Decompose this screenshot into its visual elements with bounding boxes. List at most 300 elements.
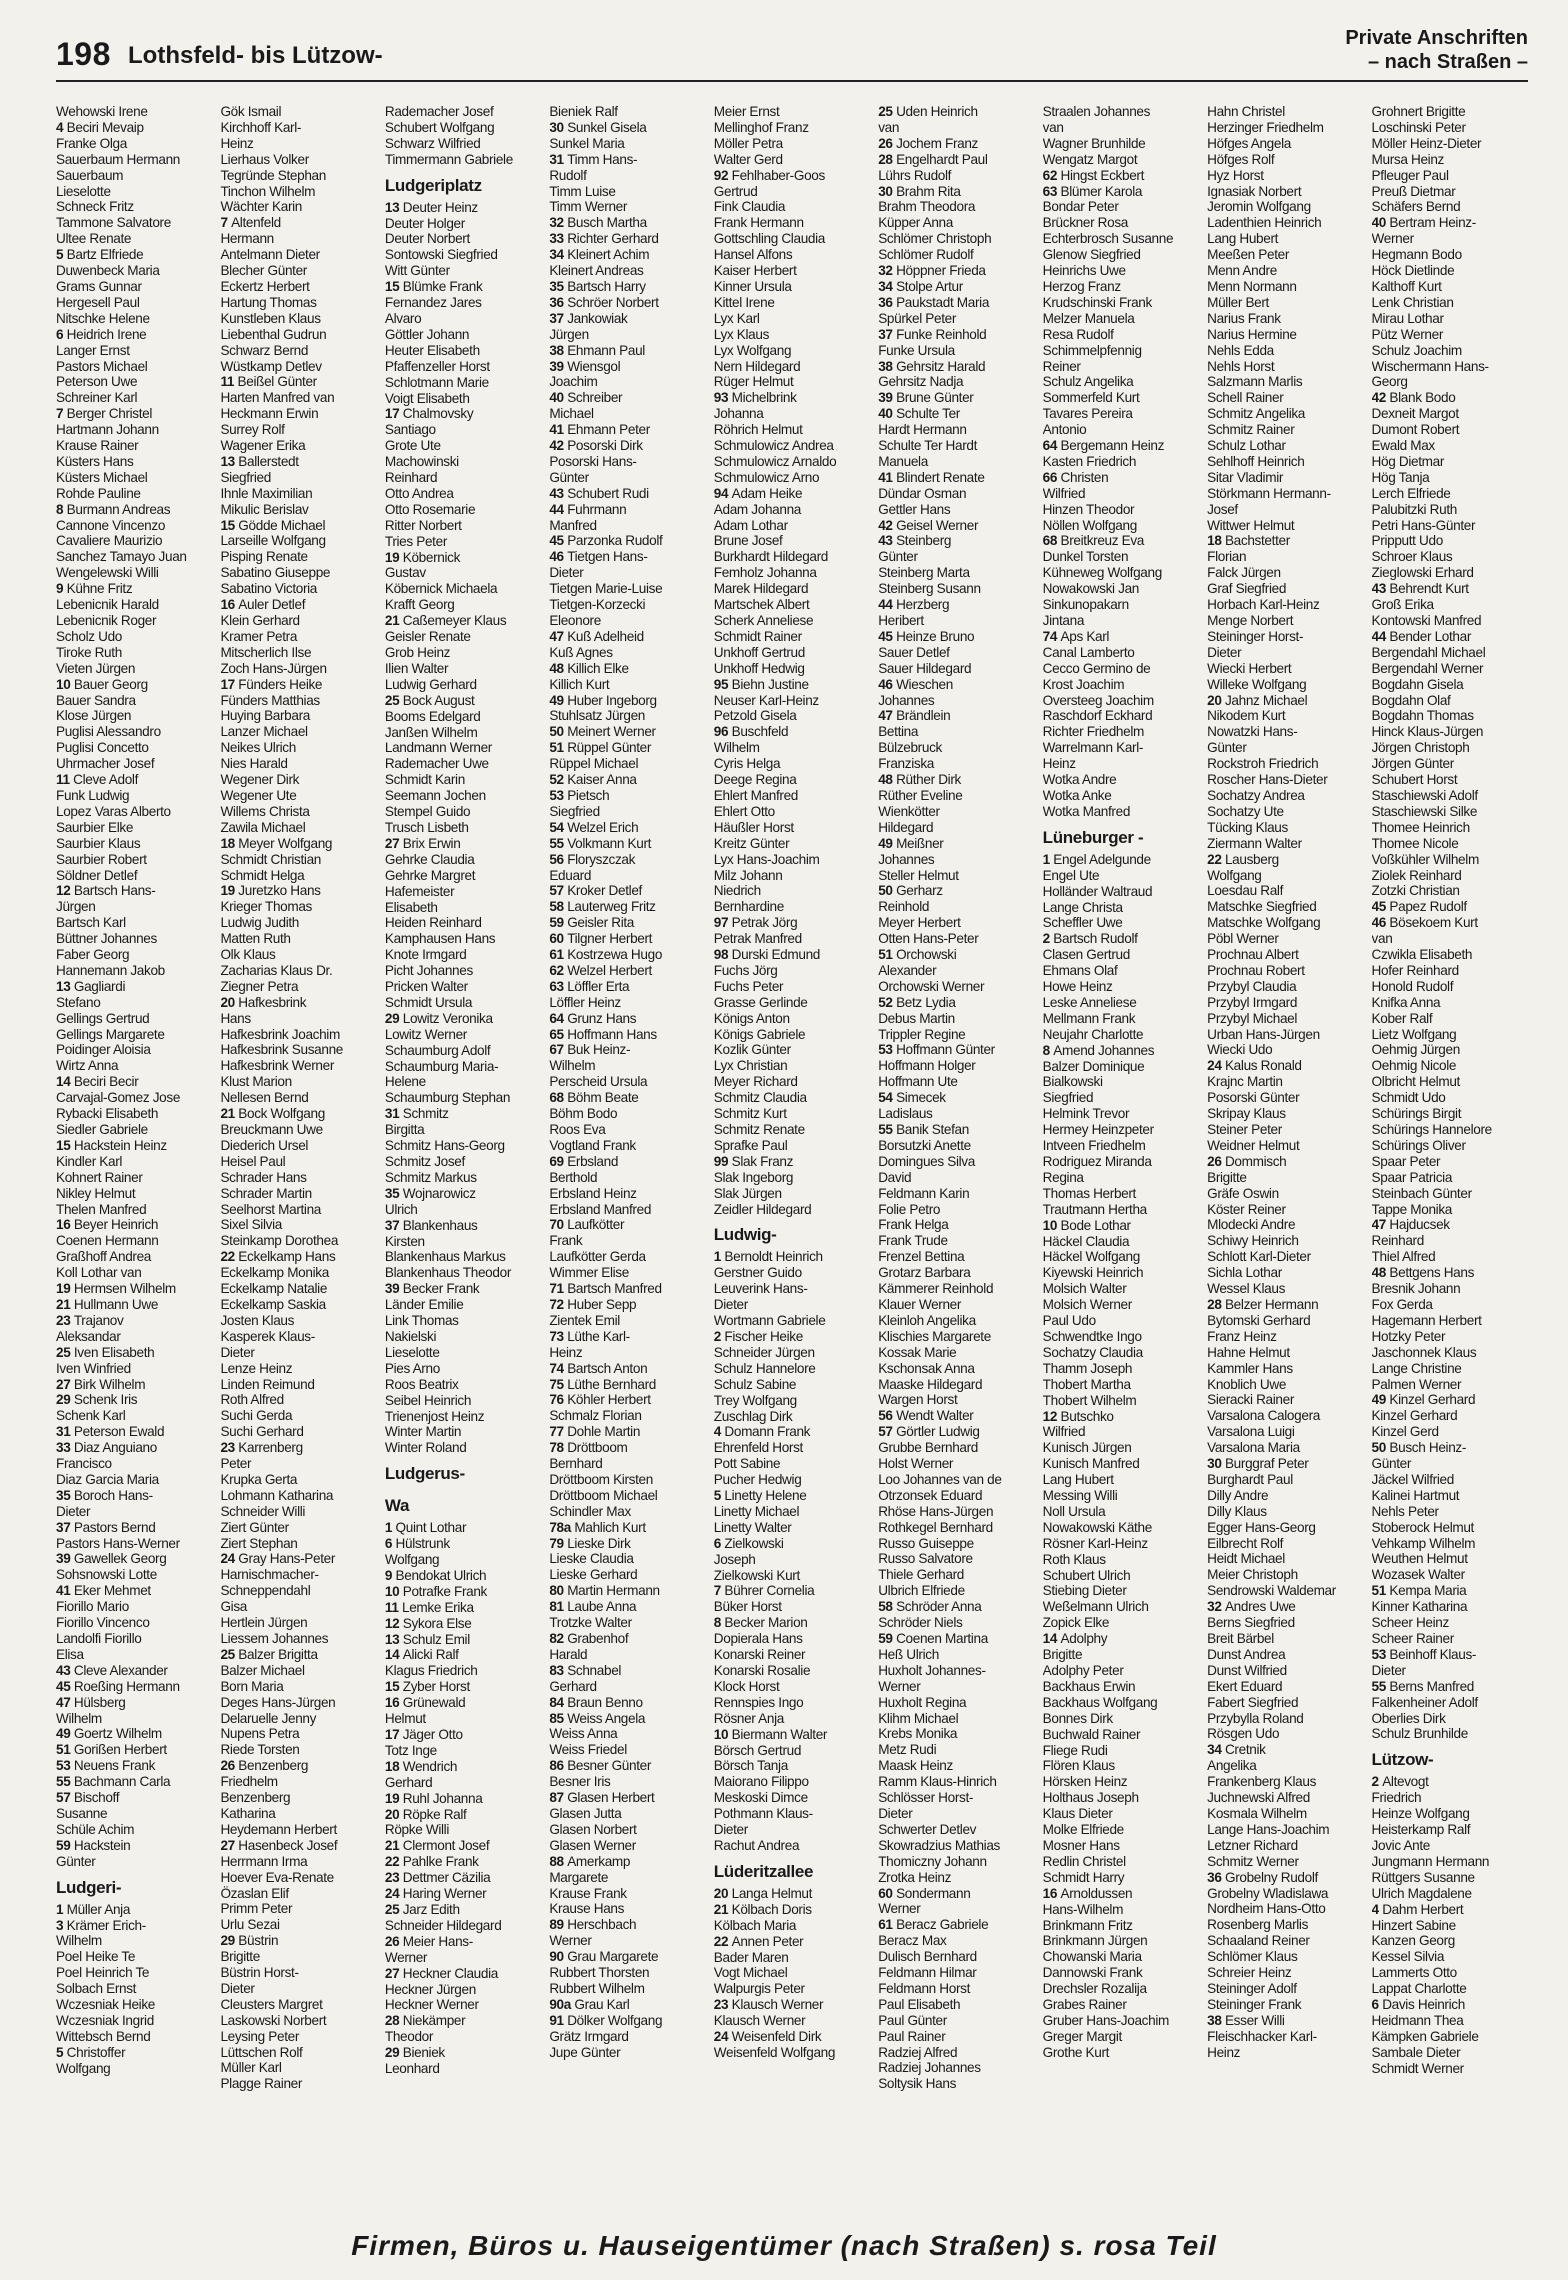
street-heading: Lüderitzallee	[713, 1861, 814, 1881]
directory-entry: Weiss Anna	[549, 1726, 618, 1742]
directory-entry: Liebenthal Gudrun	[220, 326, 327, 342]
directory-entry: 49 Kinzel Gerhard	[1371, 1392, 1476, 1408]
directory-entry: Heydemann Herbert	[220, 1821, 337, 1837]
directory-entry: Schlösser Horst-	[878, 1790, 974, 1806]
directory-entry: Sanchez Tamayo Juan	[56, 549, 187, 565]
directory-entry: 10 Bode Lothar	[1042, 1217, 1131, 1233]
directory-entry: Hög Dietmar	[1371, 453, 1444, 469]
directory-entry: 44 Bender Lothar	[1371, 628, 1472, 644]
directory-entry: Ilien Walter	[384, 660, 449, 676]
directory-entry: 57 Bischoff	[56, 1790, 120, 1806]
directory-entry: Vieten Jürgen	[56, 660, 136, 676]
directory-entry: Hög Tanja	[1371, 469, 1430, 485]
directory-entry: 9 Kühne Fritz	[56, 581, 133, 597]
directory-entry: Schaaland Reiner	[1207, 1933, 1310, 1949]
directory-entry: Dunst Wilfried	[1207, 1662, 1287, 1678]
directory-entry: 25 Iven Elisabeth	[56, 1344, 155, 1360]
directory-entry: Heinz	[1042, 756, 1076, 772]
directory-entry: Kramer Petra	[220, 628, 298, 644]
directory-entry: Prochnau Robert	[1207, 962, 1305, 978]
directory-entry: Czwikla Elisabeth	[1371, 947, 1473, 963]
directory-entry: 70 Laufkötter	[549, 1217, 625, 1233]
directory-entry: 73 Lüthe Karl-	[549, 1328, 630, 1344]
directory-entry: Folie Petro	[878, 1201, 941, 1217]
directory-entry: 45 Roeßing Hermann	[56, 1678, 180, 1694]
directory-entry: Thelen Manfred	[56, 1201, 147, 1217]
directory-entry: 20 Röpke Ralf	[384, 1806, 467, 1822]
directory-entry: 29 Lowitz Veronika	[384, 1010, 493, 1026]
directory-entry: Sinkunopakarn	[1042, 597, 1129, 613]
directory-entry: Holländer Waltraud	[1042, 883, 1153, 899]
directory-entry: Krause Rainer	[56, 438, 139, 454]
directory-entry: 16 Grünewald	[384, 1695, 466, 1711]
directory-entry: Surrey Rolf	[220, 422, 285, 438]
directory-entry: 25 Jarz Edith	[384, 1901, 460, 1917]
directory-entry: Bondar Peter	[1042, 199, 1119, 215]
directory-entry: Lanzer Michael	[220, 724, 308, 740]
directory-entry: Reiner	[1042, 358, 1081, 374]
directory-entry: Margarete	[549, 1869, 609, 1885]
directory-entry: Rubbert Thorsten	[549, 1965, 650, 1981]
directory-entry: 52 Betz Lydia	[878, 994, 956, 1010]
directory-entry: Schimmelpfennig	[1042, 342, 1142, 358]
section-title	[1345, 26, 1528, 74]
directory-entry: Milz Johann	[713, 867, 783, 883]
directory-entry: Schrader Hans	[220, 1169, 307, 1185]
directory-entry: Przybyl Claudia	[1207, 978, 1297, 994]
directory-entry: Rosenberg Marlis	[1207, 1917, 1309, 1933]
directory-entry: 40 Schreiber	[549, 390, 623, 406]
directory-entry: Dunst Andrea	[1207, 1646, 1286, 1662]
directory-entry: Elisabeth	[384, 899, 438, 915]
directory-entry: Pöbl Werner	[1207, 931, 1279, 947]
directory-entry: Juchnewski Alfred	[1207, 1790, 1310, 1806]
directory-entry: Voßkühler Wilhelm	[1371, 851, 1479, 867]
directory-entry: Otrzonsek Eduard	[878, 1487, 983, 1503]
directory-entry: Jeromin Wolfgang	[1207, 199, 1311, 215]
directory-entry: Hegmann Bodo	[1371, 247, 1462, 263]
directory-entry: Brinkmann Jürgen	[1042, 1933, 1148, 1949]
directory-entry: Blankenhaus Markus	[384, 1249, 506, 1265]
directory-entry: Kölbach Maria	[713, 1917, 797, 1933]
directory-entry: Rüppel Michael	[549, 756, 639, 772]
directory-entry: Hahn Christel	[1207, 104, 1285, 119]
directory-entry: Klust Marion	[220, 1074, 292, 1090]
directory-entry: Schmidt Ursula	[384, 994, 473, 1010]
directory-entry: Varsalona Luigi	[1207, 1424, 1295, 1440]
directory-entry: Groß Erika	[1371, 597, 1434, 613]
directory-entry: Schwarz Bernd	[220, 342, 309, 358]
directory-entry: Regina	[1042, 1169, 1084, 1185]
directory-entry: Sitar Vladimir	[1207, 469, 1284, 485]
directory-entry: Matten Ruth	[220, 931, 291, 947]
directory-entry: Dieter	[878, 1805, 913, 1821]
directory-entry: Blecher Günter	[220, 263, 307, 279]
directory-entry: 94 Adam Heike	[713, 485, 803, 501]
directory-entry: 64 Grunz Hans	[549, 1010, 637, 1026]
directory-entry: 39 Wiensgol	[549, 358, 621, 374]
directory-entry: Sochatzy Claudia	[1042, 1344, 1143, 1360]
directory-entry: Sendrowski Waldemar	[1207, 1583, 1336, 1599]
directory-entry: Wimmer Elise	[549, 1265, 629, 1281]
directory-entry: Dieter	[1207, 644, 1242, 660]
directory-entry: Gerhard	[549, 1678, 597, 1694]
directory-entry: Kühneweg Wolfgang	[1042, 565, 1162, 581]
directory-entry: 41 Blindert Renate	[878, 469, 985, 485]
directory-entry: Manuela	[878, 453, 928, 469]
directory-entry: Krupka Gerta	[220, 1471, 298, 1487]
directory-entry: Dexneit Margot	[1371, 406, 1459, 422]
directory-entry: Bonnes Dirk	[1042, 1710, 1113, 1726]
directory-entry: Jovic Ante	[1371, 1837, 1431, 1853]
directory-entry: Häckel Claudia	[1042, 1233, 1130, 1249]
directory-entry: Steiner Peter	[1207, 1122, 1282, 1137]
directory-entry: Werner	[549, 1933, 592, 1949]
directory-entry: Krebs Monika	[878, 1726, 958, 1742]
directory-entry: Ulrich	[384, 1201, 418, 1217]
directory-entry: 45 Papez Rudolf	[1371, 899, 1467, 915]
directory-entry: Müller Bert	[1207, 294, 1269, 310]
directory-entry: Tries Peter	[384, 533, 447, 549]
directory-entry: 47 Hajducsek	[1371, 1217, 1450, 1233]
directory-entry: Paul Elisabeth	[878, 1996, 961, 2012]
directory-entry: Söldner Detlef	[56, 867, 138, 883]
directory-entry: Sauerbaum Hermann	[56, 151, 181, 167]
directory-entry: Sabatino Giuseppe	[220, 565, 331, 581]
directory-entry: Rockstroh Friedrich	[1207, 756, 1319, 772]
directory-entry: Wegener Ute	[220, 787, 297, 803]
directory-entry: Tammone Salvatore	[56, 215, 171, 231]
directory-entry: 42 Blank Bodo	[1371, 390, 1456, 406]
directory-entry: Kindler Karl	[56, 1153, 123, 1169]
directory-entry: Dündar Osman	[878, 485, 967, 501]
directory-entry: 26 Jochem Franz	[878, 135, 979, 151]
directory-entry: 68 Böhm Beate	[549, 1090, 639, 1106]
directory-entry: Kozlik Günter	[713, 1042, 791, 1058]
directory-entry: Rhöse Hans-Jürgen	[878, 1503, 994, 1519]
directory-entry: Oversteeg Joachim	[1042, 692, 1154, 708]
directory-entry: Krafft Georg	[384, 597, 455, 613]
directory-entry: Gerhard	[384, 1774, 433, 1790]
directory-entry: Zoch Hans-Jürgen	[220, 660, 327, 676]
directory-entry: Lierhaus Volker	[220, 151, 309, 167]
directory-entry: Solbach Ernst	[56, 1981, 137, 1997]
directory-entry: 42 Posorski Dirk	[549, 438, 643, 454]
directory-entry: Plagge Rainer	[220, 2076, 303, 2092]
directory-entry: 35 Bartsch Harry	[549, 278, 646, 294]
directory-entry: Schlömer Rudolf	[878, 247, 974, 263]
directory-entry: Nehls Horst	[1207, 358, 1275, 374]
directory-entry: Kossak Marie	[878, 1344, 957, 1360]
directory-entry: Wozasek Walter	[1371, 1567, 1465, 1583]
directory-entry: Scheffler Uwe	[1042, 915, 1123, 931]
directory-entry: Weidner Helmut	[1207, 1137, 1300, 1153]
directory-entry: Wotka Andre	[1042, 772, 1117, 788]
directory-entry: 32 Andres Uwe	[1207, 1599, 1296, 1615]
directory-entry: Gehrke Margret	[384, 867, 476, 883]
directory-entry: Scheer Rainer	[1371, 1631, 1454, 1646]
directory-entry: Schmidt Rainer	[713, 628, 802, 644]
directory-entry: Canal Lamberto	[1042, 644, 1135, 660]
directory-entry: Hafkesbrink Susanne	[220, 1042, 344, 1058]
directory-entry: 30 Sunkel Gisela	[549, 119, 647, 135]
directory-entry: 2 Altevogt	[1371, 1774, 1429, 1790]
directory-entry: Russo Salvatore	[878, 1551, 973, 1567]
directory-entry: Varsalona Maria	[1207, 1440, 1300, 1456]
directory-entry: Bartsch Karl	[56, 915, 126, 931]
street-heading: Ludwig-	[713, 1225, 777, 1245]
directory-entry: Bergendahl Michael	[1371, 644, 1486, 660]
directory-entry: Rüther Eveline	[878, 787, 963, 803]
directory-entry: Meskoski Dimce	[713, 1790, 808, 1806]
directory-entry: Laskowski Norbert	[220, 2012, 327, 2028]
directory-entry: 18 Meyer Wolfgang	[220, 835, 333, 851]
directory-entry: 53 Neuens Frank	[56, 1758, 156, 1774]
directory-entry: Lyx Wolfgang	[713, 342, 792, 358]
directory-entry: Sauer Hildegard	[878, 660, 972, 676]
directory-entry: 15 Hackstein Heinz	[56, 1137, 167, 1153]
directory-entry: Deuter Norbert	[384, 231, 470, 247]
directory-entry: Timmermann Gabriele	[384, 151, 513, 167]
directory-entry: Königs Gabriele	[713, 1026, 806, 1042]
directory-entry: Oehmig Nicole	[1371, 1058, 1457, 1074]
directory-entry: 34 Stolpe Artur	[878, 278, 963, 294]
directory-entry: 95 Biehn Justine	[713, 676, 809, 692]
directory-entry: Nowatzki Hans-	[1207, 724, 1298, 740]
directory-entry: Schulz Brunhilde	[1371, 1726, 1468, 1742]
directory-entry: Janßen Wilhelm	[384, 724, 478, 740]
directory-entry: 99 Slak Franz	[713, 1153, 794, 1169]
directory-entry: Voigt Elisabeth	[384, 390, 470, 406]
street-heading: Lüneburger -	[1042, 827, 1144, 847]
directory-entry: Ihnle Maximilian	[220, 485, 313, 501]
directory-entry: Saurbier Klaus	[56, 835, 141, 851]
directory-entry: 13 Ballerstedt	[220, 453, 299, 469]
directory-entry: Lebenicnik Roger	[56, 613, 157, 628]
directory-entry: 57 Görtler Ludwig	[878, 1424, 980, 1440]
directory-entry: Höfges Angela	[1207, 135, 1291, 151]
directory-entry: Jäckel Wilfried	[1371, 1471, 1454, 1487]
directory-entry: Spaar Patricia	[1371, 1169, 1453, 1185]
directory-entry: Domingues Silva	[878, 1153, 975, 1169]
directory-entry: Wilfried	[1042, 1424, 1086, 1440]
directory-entry: Loesdau Ralf	[1207, 883, 1284, 899]
directory-entry: Berns Siegfried	[1207, 1615, 1295, 1631]
directory-entry: Kunisch Jürgen	[1042, 1440, 1132, 1456]
directory-entry: Ramm Klaus-Hinrich	[878, 1774, 997, 1790]
directory-entry: Lieske Gerhard	[549, 1567, 638, 1583]
directory-entry: Böhm Bodo	[549, 1106, 618, 1122]
directory-entry: Heuter Elisabeth	[384, 342, 480, 358]
directory-entry: Kunstleben Klaus	[220, 310, 321, 326]
directory-entry: Wotka Anke	[1042, 787, 1112, 803]
directory-entry: Meier Christoph	[1207, 1567, 1298, 1583]
directory-entry: Frank Trude	[878, 1233, 948, 1249]
directory-entry: Gustav	[384, 565, 426, 581]
directory-entry: 55 Bachmann Carla	[56, 1774, 171, 1790]
directory-entry: 26 Dommisch	[1207, 1153, 1287, 1169]
directory-entry: Schlömer Christoph	[878, 231, 992, 247]
directory-entry: 31 Timm Hans-	[549, 151, 638, 167]
directory-entry: Kschonsak Anna	[878, 1360, 975, 1376]
directory-entry: Skripay Klaus	[1207, 1106, 1286, 1122]
directory-entry: Lowitz Werner	[384, 1026, 467, 1042]
directory-entry: Schneider Hildegard	[384, 1917, 502, 1933]
directory-entry: Krause Frank	[549, 1885, 627, 1901]
directory-entry: Heiden Reinhard	[384, 915, 482, 931]
directory-entry: Tavares Pereira	[1042, 406, 1133, 422]
directory-entry: 26 Meier Hans-	[384, 1933, 473, 1949]
directory-entry: 85 Weiss Angela	[549, 1710, 646, 1726]
directory-entry: 53 Pietsch	[549, 787, 610, 803]
directory-entry: Zeidler Hildegard	[713, 1201, 812, 1217]
directory-entry: Zielkowski Kurt	[713, 1567, 800, 1583]
directory-entry: 43 Behrendt Kurt	[1371, 581, 1469, 597]
directory-entry: Frank Hermann	[713, 215, 804, 231]
directory-entry: Schmitz Markus	[384, 1169, 477, 1185]
directory-entry: Schmalz Florian	[549, 1408, 642, 1424]
directory-entry: Menn Normann	[1207, 278, 1297, 294]
directory-entry: Kirchhoff Karl-	[220, 119, 302, 135]
directory-entry: Bader Maren	[713, 1949, 789, 1965]
directory-entry: Staschiewski Silke	[1371, 803, 1478, 819]
directory-entry: Oehmig Jürgen	[1371, 1042, 1460, 1058]
directory-entry: 88 Amerkamp	[549, 1853, 631, 1869]
directory-entry: Sohsnowski Lotte	[56, 1567, 157, 1583]
directory-entry: 16 Beyer Heinrich	[56, 1217, 159, 1233]
directory-entry: Klose Jürgen	[56, 708, 132, 724]
directory-entry: Peterson Uwe	[56, 374, 138, 390]
directory-entry: Steinbach Günter	[1371, 1185, 1472, 1201]
directory-entry: 31 Peterson Ewald	[56, 1424, 165, 1440]
directory-entry: 18 Wendrich	[384, 1758, 458, 1774]
directory-entry: Coenen Hermann	[56, 1233, 159, 1249]
directory-entry: 76 Köhler Herbert	[549, 1392, 651, 1408]
directory-entry: Heisterkamp Ralf	[1371, 1822, 1471, 1838]
directory-entry: Dieter	[220, 1344, 255, 1360]
directory-entry: Pott Sabine	[713, 1456, 781, 1472]
directory-entry: Harten Manfred van	[220, 390, 335, 406]
directory-entry: Höck Dietlinde	[1371, 263, 1455, 279]
directory-entry: Peter	[220, 1456, 252, 1472]
directory-entry: 22 Pahlke Frank	[384, 1854, 479, 1870]
directory-entry: Hoffmann Holger	[878, 1058, 976, 1074]
directory-entry: Joseph	[713, 1551, 756, 1567]
directory-entry: Kammler Hans	[1207, 1360, 1293, 1376]
directory-entry: 15 Blümke Frank	[384, 279, 483, 295]
directory-column	[714, 104, 870, 2214]
directory-entry: Ludwig Gerhard	[384, 676, 477, 692]
directory-entry: 14 Beciri Becir	[56, 1074, 139, 1090]
directory-entry: 11 Lemke Erika	[384, 1599, 474, 1615]
directory-entry: Matschke Wolfgang	[1207, 915, 1321, 931]
directory-entry: 32 Busch Martha	[549, 215, 647, 231]
directory-entry: Johanna	[713, 406, 764, 422]
directory-entry: Schneppendahl	[220, 1583, 311, 1599]
directory-entry: 38 Gehrsitz Harald	[878, 358, 986, 374]
directory-entry: Thiel Alfred	[1371, 1249, 1436, 1265]
directory-entry: Echterbrosch Susanne	[1042, 231, 1174, 247]
directory-entry: Frankenberg Klaus	[1207, 1774, 1317, 1790]
directory-entry: Wittwer Helmut	[1207, 517, 1295, 533]
directory-entry: Glasen Norbert	[549, 1821, 637, 1837]
directory-entry: 22 Lausberg	[1207, 851, 1279, 867]
directory-entry: Menge Norbert	[1207, 613, 1294, 628]
directory-entry: Saurbier Robert	[56, 851, 147, 867]
directory-entry: 90 Grau Margarete	[549, 1949, 659, 1965]
directory-entry: Bergendahl Werner	[1371, 660, 1484, 676]
directory-entry: Schlotmann Marie	[384, 374, 489, 390]
directory-entry: Schulz Angelika	[1042, 374, 1134, 390]
directory-entry: Maaske Hildegard	[878, 1376, 983, 1392]
directory-entry: Hartmann Johann	[56, 422, 159, 438]
directory-entry: Hans-Wilhelm	[1042, 1901, 1124, 1917]
directory-entry: Grote Ute	[384, 438, 441, 454]
directory-entry: Störkmann Hermann-	[1207, 485, 1331, 501]
directory-entry: Paul Rainer	[878, 2028, 946, 2044]
directory-entry: Kinner Katharina	[1371, 1599, 1468, 1615]
directory-entry: Zientek Emil	[549, 1312, 620, 1328]
directory-entry: Dannowski Frank	[1042, 1965, 1143, 1981]
directory-entry: 21 Kölbach Doris	[713, 1901, 812, 1917]
directory-entry: Pastors Michael	[56, 358, 148, 374]
directory-entry: Werner	[1371, 231, 1414, 247]
directory-entry: Tappe Monika	[1371, 1201, 1452, 1217]
directory-entry: Debus Martin	[878, 1010, 955, 1026]
directory-entry: Schneider Willi	[220, 1503, 306, 1519]
directory-column	[1207, 104, 1363, 2214]
directory-entry: Rudolf	[549, 167, 587, 183]
directory-entry: Trautmann Hertha	[1042, 1201, 1147, 1217]
directory-entry: 57 Kroker Detlef	[549, 883, 642, 899]
directory-entry: Klaus Dieter	[1042, 1806, 1113, 1822]
directory-entry: Nern Hildegard	[713, 358, 801, 374]
directory-entry: 50 Meinert Werner	[549, 724, 656, 740]
directory-entry: 28 Engelhardt Paul	[878, 151, 988, 167]
directory-entry: 29 Schenk Iris	[56, 1392, 138, 1408]
directory-entry: 1 Müller Anja	[56, 1901, 131, 1917]
directory-entry: Brückner Rosa	[1042, 215, 1129, 231]
directory-entry: Knoblich Uwe	[1207, 1376, 1287, 1392]
directory-entry: Poel Heinrich Te	[56, 1965, 150, 1981]
directory-entry: Langer Ernst	[56, 342, 130, 358]
directory-entry: Nehls Edda	[1207, 342, 1274, 358]
directory-entry: Steinberg Susann	[878, 581, 981, 597]
directory-entry: Dröttboom Michael	[549, 1487, 658, 1503]
directory-entry: Harnischmacher-	[220, 1567, 319, 1583]
directory-entry: Ziegner Petra	[220, 978, 299, 994]
directory-entry: Bettina	[878, 724, 919, 740]
directory-entry: 48 Rüther Dirk	[878, 772, 961, 788]
directory-entry: Perscheid Ursula	[549, 1074, 648, 1090]
directory-entry: Franz Heinz	[1207, 1328, 1277, 1344]
directory-entry: Kreitz Günter	[713, 835, 790, 851]
directory-entry: Mitscherlich Ilse	[220, 644, 312, 660]
directory-entry: Küsters Hans	[56, 453, 134, 469]
directory-entry: 62 Welzel Herbert	[549, 962, 652, 978]
directory-entry: Aleksandar	[56, 1328, 121, 1344]
directory-entry: 93 Michelbrink	[713, 390, 797, 406]
directory-entry: Ehlert Otto	[713, 803, 775, 819]
directory-entry: 53 Beinhoff Klaus-	[1371, 1646, 1477, 1662]
directory-entry: Ignasiak Norbert	[1207, 183, 1302, 199]
directory-entry: Pütz Werner	[1371, 326, 1443, 342]
directory-entry: Mellinghof Franz	[713, 119, 809, 135]
directory-entry: Lohmann Katharina	[220, 1487, 334, 1503]
directory-entry: Steller Helmut	[878, 867, 959, 883]
directory-entry: Trienenjost Heinz	[384, 1408, 485, 1424]
directory-entry: Stefano	[56, 994, 101, 1010]
